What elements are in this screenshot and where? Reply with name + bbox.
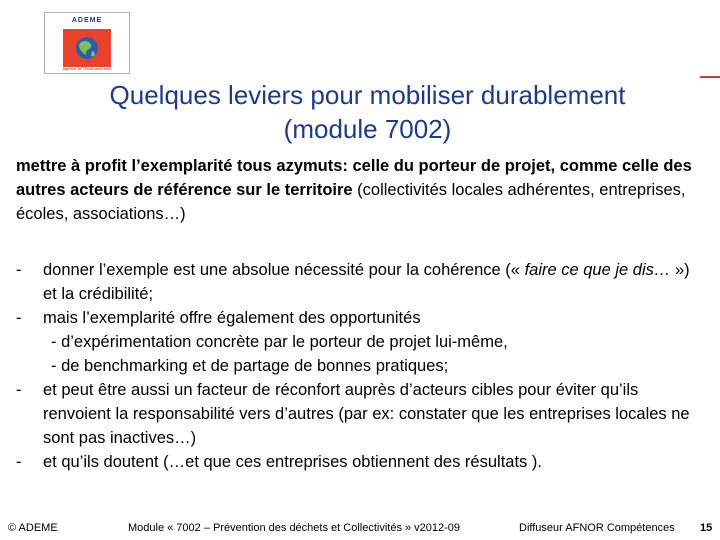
item1-text-b: ») et la crédibilité; (43, 261, 690, 303)
item2-sub-2: - de benchmarking et de partage de bonnes pratiques; (51, 357, 449, 375)
globe-icon (63, 29, 111, 67)
footer-module: Module « 7002 – Prévention des déchets et Collectivités » v2012-09 (128, 522, 461, 534)
item2-text: mais l’exemplarité offre également des opportunités (43, 309, 421, 327)
page-number: 15 (700, 522, 713, 534)
intro-rest-text: (collectivités locales adhérentes, entreprises, écoles, associations…) (16, 181, 686, 223)
list-item (16, 378, 706, 450)
item3-text: et peut être aussi un facteur de réconfort auprès d’acteurs cibles pour éviter qu’ils renvoient la responsabilité vers d’autres (par ex: constater que les entreprises locales ne sont pas inactives…) (43, 381, 690, 447)
intro-paragraph (16, 154, 712, 226)
slide-footer (0, 520, 720, 536)
intro-bold-text: mettre à profit l’exemplarité tous azymuts: celle du porteur de projet, comme celle des autres acteurs de référence sur le territoire (16, 157, 692, 199)
list-item (16, 450, 706, 474)
logo-red-square (63, 29, 111, 67)
item2-sub-1: - d’expérimentation concrète par le porteur de projet lui-même, (51, 333, 508, 351)
footer-copyright: © ADEME (8, 522, 58, 534)
list-dash: - (16, 381, 22, 399)
title-line-2: (module 7002) (283, 114, 452, 144)
slide-title (20, 78, 715, 146)
list-dash: - (16, 453, 22, 471)
item1-italic: faire ce que je dis… (524, 261, 671, 279)
logo-tagline: Agence de l'Environnement (62, 66, 112, 71)
title-line-1: Quelques leviers pour mobiliser durablement (109, 80, 626, 110)
item1-text-a: donner l’exemple est une absolue nécessité pour la cohérence (« (43, 261, 525, 279)
list-item (16, 258, 706, 306)
list-item (16, 306, 706, 378)
footer-diffuseur: Diffuseur AFNOR Compétences (519, 522, 675, 534)
list-dash: - (16, 309, 22, 327)
item4-text: et qu’ils doutent (…et que ces entreprises obtiennent des résultats ). (43, 453, 542, 471)
ademe-logo (44, 12, 130, 74)
list-dash: - (16, 261, 22, 279)
lever-list (16, 258, 706, 474)
logo-wordmark: ADEME (71, 17, 103, 24)
